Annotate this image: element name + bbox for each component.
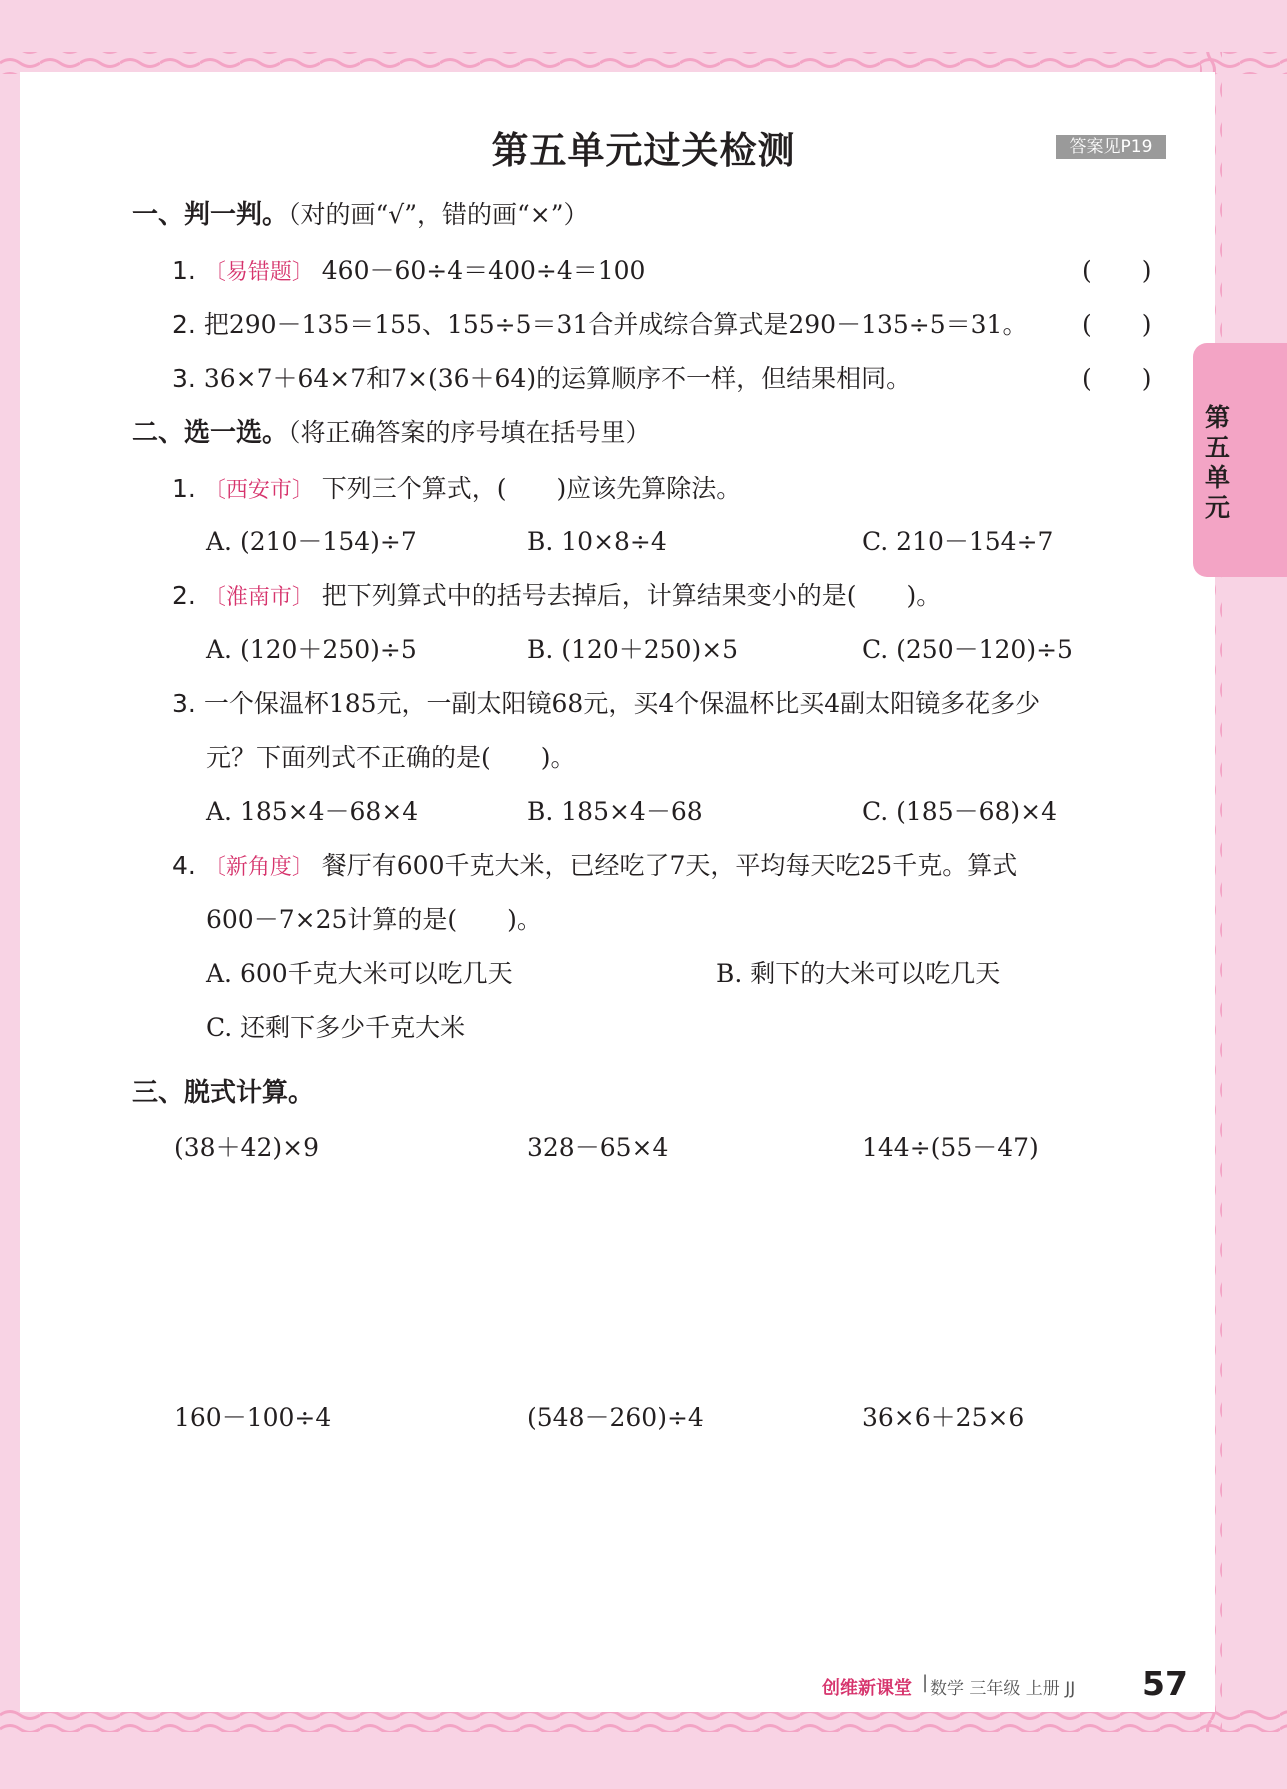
item-text-continued: 600－7×25计算的是( )。 — [206, 905, 542, 934]
item-text: 460－60÷4＝400÷4＝100 — [321, 256, 646, 285]
section2-title: 二、选一选。 — [132, 418, 289, 448]
section2-note: （将正确答案的序号填在括号里） — [288, 418, 651, 447]
item-tag: 〔易错题〕 — [203, 260, 314, 285]
item-number: 1. — [172, 256, 196, 285]
unit-side-tab-label: 第五单元 — [1205, 403, 1231, 522]
answer-blank[interactable]: ( ) — [1082, 364, 1152, 393]
calc-problem: (548－260)÷4 — [527, 1403, 704, 1432]
item-text: 餐厅有600千克大米，已经吃了7天，平均每天吃25千克。算式 — [321, 851, 1018, 880]
s1-item-1 — [172, 256, 645, 288]
s1-item-2 — [172, 310, 1027, 340]
item-tag: 〔新角度〕 — [203, 855, 314, 880]
footer-separator: | — [922, 1672, 929, 1693]
option-b[interactable]: B. (120＋250)×5 — [527, 635, 739, 664]
answer-reference-badge: 答案见P19 — [1056, 135, 1166, 159]
option-b[interactable]: B. 185×4－68 — [527, 797, 703, 826]
option-c[interactable]: C. 210－154÷7 — [862, 527, 1054, 556]
item-text: 把290－135＝155、155÷5＝31合并成综合算式是290－135÷5＝31。 — [203, 310, 1028, 339]
footer-info: 数学 三年级 上册 JJ — [930, 1679, 1076, 1699]
calc-problem: 328－65×4 — [527, 1133, 669, 1162]
s2-q2 — [172, 581, 941, 613]
option-c[interactable]: C. (185－68)×4 — [862, 797, 1058, 826]
item-number: 2. — [172, 581, 196, 610]
item-number: 2. — [172, 310, 196, 339]
option-a[interactable]: A. 600千克大米可以吃几天 — [206, 959, 513, 988]
item-text: 一个保温杯185元，一副太阳镜68元，买4个保温杯比买4副太阳镜多花多少 — [203, 689, 1041, 718]
s2-q4 — [172, 851, 1017, 883]
option-c[interactable]: C. 还剩下多少千克大米 — [206, 1013, 466, 1042]
section1-note: （对的画“√”，错的画“×”） — [288, 200, 589, 229]
footer-brand: 创维新课堂 — [822, 1678, 912, 1699]
s1-item-3 — [172, 364, 911, 394]
section1-heading — [132, 200, 589, 230]
item-tag: 〔淮南市〕 — [203, 585, 314, 610]
item-number: 3. — [172, 689, 196, 718]
option-a[interactable]: A. (120＋250)÷5 — [206, 635, 417, 664]
s2-q1 — [172, 474, 741, 506]
page-title: 第五单元过关检测 — [491, 129, 796, 172]
calc-problem: (38＋42)×9 — [174, 1133, 319, 1162]
item-text: 下列三个算式，( )应该先算除法。 — [321, 474, 742, 503]
calc-problem: 160－100÷4 — [174, 1403, 332, 1432]
s2-q3 — [172, 689, 1040, 719]
section1-title: 一、判一判。 — [132, 200, 289, 230]
section3-heading: 三、脱式计算。 — [132, 1078, 315, 1108]
item-text: 36×7＋64×7和7×(36＋64)的运算顺序不一样，但结果相同。 — [203, 364, 912, 393]
item-tag: 〔西安市〕 — [203, 478, 314, 503]
option-b[interactable]: B. 剩下的大米可以吃几天 — [716, 959, 1001, 988]
page-number: 57 — [1142, 1664, 1188, 1703]
answer-blank[interactable]: ( ) — [1082, 256, 1152, 285]
option-b[interactable]: B. 10×8÷4 — [527, 527, 667, 556]
section2-heading — [132, 418, 651, 448]
item-number: 1. — [172, 474, 196, 503]
item-number: 4. — [172, 851, 196, 880]
option-a[interactable]: A. (210－154)÷7 — [206, 527, 417, 556]
option-a[interactable]: A. 185×4－68×4 — [206, 797, 419, 826]
item-text: 把下列算式中的括号去掉后，计算结果变小的是( )。 — [321, 581, 942, 610]
option-c[interactable]: C. (250－120)÷5 — [862, 635, 1073, 664]
calc-problem: 144÷(55－47) — [862, 1133, 1039, 1162]
unit-side-tab — [1193, 343, 1287, 577]
answer-blank[interactable]: ( ) — [1082, 310, 1152, 339]
item-number: 3. — [172, 364, 196, 393]
calc-problem: 36×6＋25×6 — [862, 1403, 1025, 1432]
item-text-continued: 元？下面列式不正确的是( )。 — [206, 743, 576, 772]
